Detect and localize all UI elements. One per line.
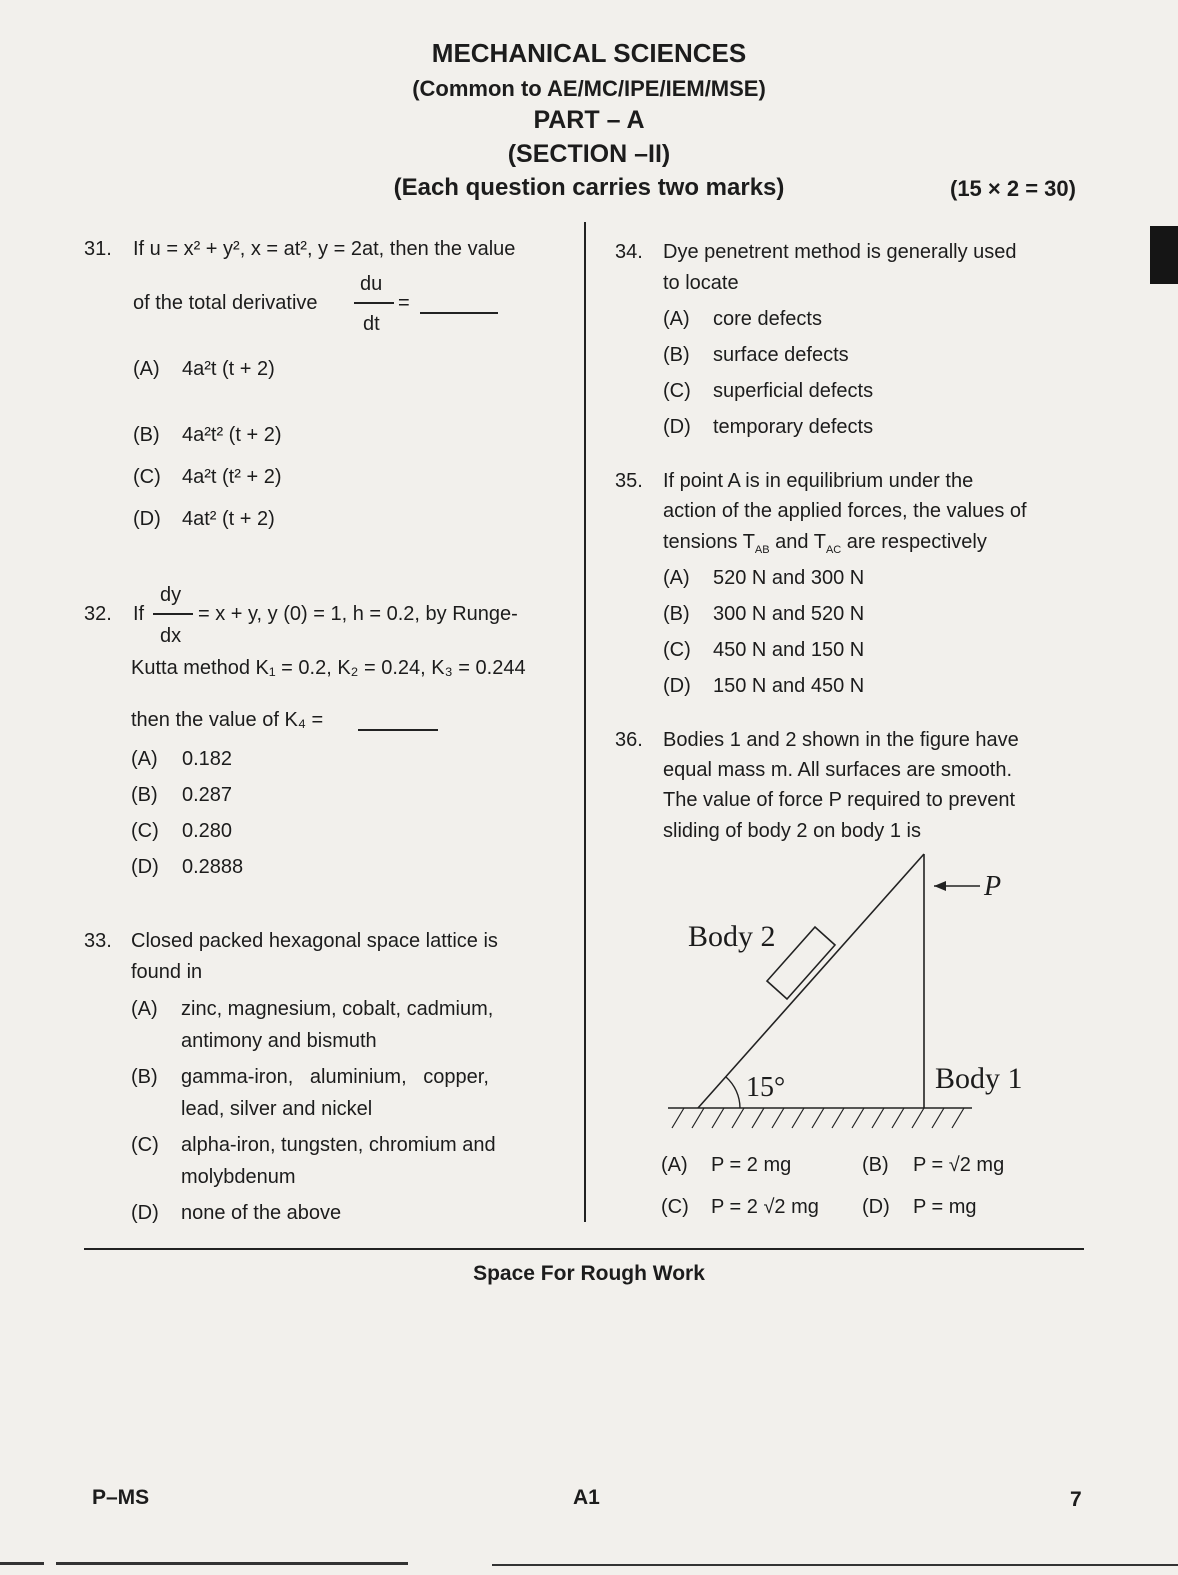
page-number: 7 xyxy=(1070,1488,1082,1511)
option-label: (B) xyxy=(133,424,160,446)
option-label: (C) xyxy=(131,820,159,842)
force-arrowhead xyxy=(934,881,946,891)
option-label: (C) xyxy=(663,639,691,661)
incline-line xyxy=(698,854,924,1108)
section-heading: (SECTION –II) xyxy=(507,140,671,168)
option-text: molybdenum xyxy=(181,1166,296,1188)
question-text: The value of force P required to prevent xyxy=(663,789,1016,811)
option-label: (D) xyxy=(131,1202,159,1224)
option-label: (D) xyxy=(663,675,691,697)
text-run: tensions T xyxy=(663,531,755,553)
question-text: Kutta method K₁ = 0.2, K₂ = 0.24, K₃ = 0.244 xyxy=(131,657,526,679)
question-text: to locate xyxy=(663,272,739,294)
option-label: (B) xyxy=(663,344,690,366)
body-2-label: Body 2 xyxy=(688,920,776,953)
question-text: of the total derivative xyxy=(133,292,318,314)
paper-title: MECHANICAL SCIENCES xyxy=(431,38,747,68)
question-text: If point A is in equilibrium under the xyxy=(663,470,974,492)
question-text: If xyxy=(133,603,145,625)
option-text: P = √2 mg xyxy=(913,1154,1005,1176)
subscript: AB xyxy=(754,544,770,556)
subscript: AC xyxy=(825,544,842,556)
option-text: 0.280 xyxy=(182,820,233,842)
question-text: equal mass m. All surfaces are smooth. xyxy=(663,759,1013,781)
angle-arc xyxy=(726,1077,740,1108)
question-text: = x + y, y (0) = 1, h = 0.2, by Runge- xyxy=(198,603,518,625)
option-text: surface defects xyxy=(713,344,849,366)
option-label: (C) xyxy=(661,1196,689,1218)
rough-work-label: Space For Rough Work xyxy=(473,1262,705,1285)
option-label: (A) xyxy=(663,567,690,589)
option-text: 4at² (t + 2) xyxy=(182,508,275,530)
option-text: 0.182 xyxy=(182,748,233,770)
bottom-edge-line xyxy=(492,1564,1178,1566)
rough-work-divider xyxy=(84,1248,1084,1250)
option-label: (D) xyxy=(133,508,161,530)
question-text: then the value of K₄ = xyxy=(131,709,324,731)
option-text: 150 N and 450 N xyxy=(713,675,865,697)
option-label: (A) xyxy=(131,748,158,770)
question-text: If u = x² + y², x = at², y = 2at, then the value xyxy=(133,238,516,260)
option-label: (D) xyxy=(131,856,159,878)
question-text: found in xyxy=(131,961,203,983)
option-text: 4a²t² (t + 2) xyxy=(182,424,282,446)
fraction-numerator: du xyxy=(360,273,383,295)
fraction-denominator: dt xyxy=(363,313,380,335)
option-label: (B) xyxy=(862,1154,889,1176)
question-number: 33. xyxy=(84,930,112,952)
marks-note: (Each question carries two marks) xyxy=(393,174,785,201)
option-text: 4a²t (t² + 2) xyxy=(182,466,282,488)
angle-label: 15° xyxy=(746,1072,786,1103)
question-number: 34. xyxy=(615,241,643,263)
option-label: (B) xyxy=(131,784,158,806)
question-number: 31. xyxy=(84,238,112,260)
part-heading: PART – A xyxy=(533,106,645,134)
option-label: (C) xyxy=(133,466,161,488)
paper-version: A1 xyxy=(573,1486,600,1509)
option-label: (D) xyxy=(663,416,691,438)
option-label: (A) xyxy=(133,358,160,380)
option-label: (C) xyxy=(663,380,691,402)
equals-sign: = xyxy=(398,292,410,314)
option-text: 520 N and 300 N xyxy=(713,567,865,589)
question-text: sliding of body 2 on body 1 is xyxy=(663,820,921,842)
option-label: (C) xyxy=(131,1134,159,1156)
text-run: and T xyxy=(769,531,826,553)
option-label: (A) xyxy=(663,308,690,330)
fraction-numerator: dy xyxy=(160,584,182,606)
question-text: Bodies 1 and 2 shown in the figure have xyxy=(663,729,1019,751)
option-text: lead, silver and nickel xyxy=(181,1098,373,1120)
option-text: gamma-iron, aluminium, copper, xyxy=(181,1066,489,1088)
question-number: 35. xyxy=(615,470,643,492)
option-label: (B) xyxy=(131,1066,158,1088)
question-number: 36. xyxy=(615,729,643,751)
option-text: 450 N and 150 N xyxy=(713,639,865,661)
option-label: (A) xyxy=(131,998,158,1020)
option-text: zinc, magnesium, cobalt, cadmium, xyxy=(181,998,494,1020)
option-text: 300 N and 520 N xyxy=(713,603,865,625)
ground-hatching xyxy=(672,1108,964,1128)
option-text: alpha-iron, tungsten, chromium and xyxy=(181,1134,496,1156)
question-text: Closed packed hexagonal space lattice is xyxy=(131,930,498,952)
option-text: 0.2888 xyxy=(182,856,244,878)
question-number: 32. xyxy=(84,603,112,625)
marks-total: (15 × 2 = 30) xyxy=(950,176,1076,201)
question-text: Dye penetrent method is generally used xyxy=(663,241,1017,263)
option-text: antimony and bismuth xyxy=(181,1030,377,1052)
option-label: (D) xyxy=(862,1196,890,1218)
bottom-edge-line xyxy=(0,1562,44,1565)
bottom-edge-line xyxy=(56,1562,408,1565)
force-label: P xyxy=(984,871,1002,902)
paper-code: P–MS xyxy=(92,1486,150,1509)
option-text: P = 2 √2 mg xyxy=(711,1196,819,1218)
body-2-block xyxy=(767,927,835,999)
option-text: none of the above xyxy=(181,1202,342,1224)
option-text: core defects xyxy=(713,308,822,330)
option-text: temporary defects xyxy=(713,416,874,438)
option-text: 0.287 xyxy=(182,784,233,806)
option-text: 4a²t (t + 2) xyxy=(182,358,275,380)
fraction-denominator: dx xyxy=(160,625,182,647)
paper-subtitle: (Common to AE/MC/IPE/IEM/MSE) xyxy=(412,76,766,101)
option-label: (A) xyxy=(661,1154,688,1176)
body-1-label: Body 1 xyxy=(935,1062,1023,1095)
option-text: P = mg xyxy=(913,1196,977,1218)
question-text: action of the applied forces, the values of xyxy=(663,500,1027,522)
option-text: superficial defects xyxy=(713,380,874,402)
option-text: P = 2 mg xyxy=(711,1154,792,1176)
option-label: (B) xyxy=(663,603,690,625)
text-run: are respectively xyxy=(841,531,987,553)
